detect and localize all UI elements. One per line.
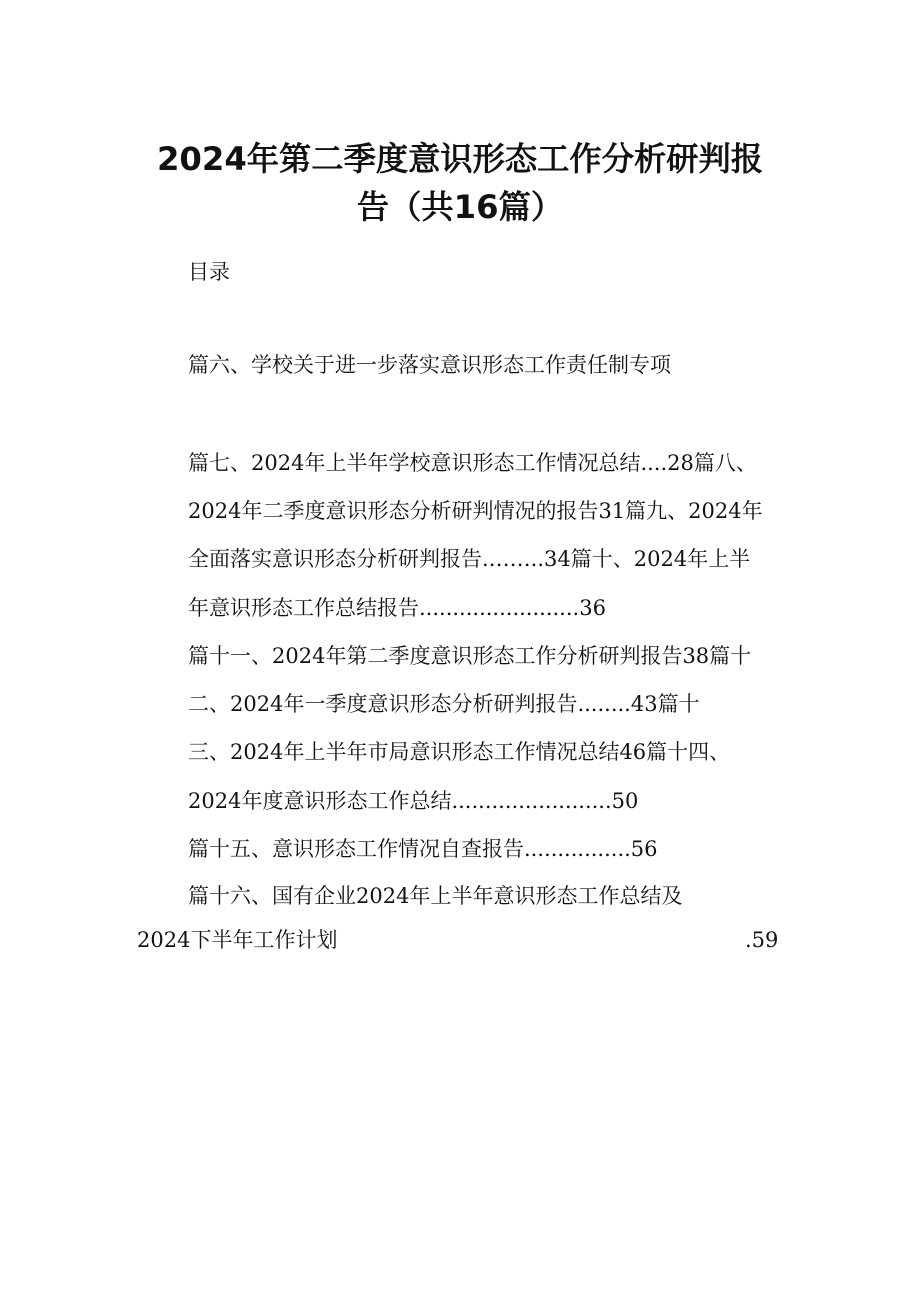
toc-line: 篇六、学校关于进一步落实意识形态工作责任制专项 [188,353,671,377]
toc-line: 篇十六、国有企业2024年上半年意识形态工作总结及 [188,884,683,908]
toc-heading: 目录 [188,260,230,284]
toc-line: 篇十五、意识形态工作情况自查报告................56 [188,837,658,861]
toc-line: 篇十一、2024年第二季度意识形态工作分析研判报告38篇十 [188,644,752,668]
toc-line: 三、2024年上半年市局意识形态工作情况总结46篇十四、 [188,740,731,764]
document-title-line-2: 告（共16篇） [356,188,564,226]
toc-last-line-page-number: .59 [745,928,779,952]
toc-line: 2024年二季度意识形态分析研判情况的报告31篇九、2024年 [188,499,763,523]
toc-line: 二、2024年一季度意识形态分析研判报告........43篇十 [188,692,700,716]
toc-last-line-text: 2024下半年工作计划 [137,928,338,952]
toc-line: 2024年度意识形态工作总结........................50 [188,789,639,813]
toc-line: 全面落实意识形态分析研判报告.……..34篇十、2024年上半 [188,547,751,571]
document-title-line-1: 2024年第二季度意识形态工作分析研判报 [156,140,764,178]
toc-line: 篇七、2024年上半年学校意识形态工作情况总结....28篇八、 [188,451,757,475]
toc-line: 年意识形态工作总结报告........................36 [188,596,606,620]
